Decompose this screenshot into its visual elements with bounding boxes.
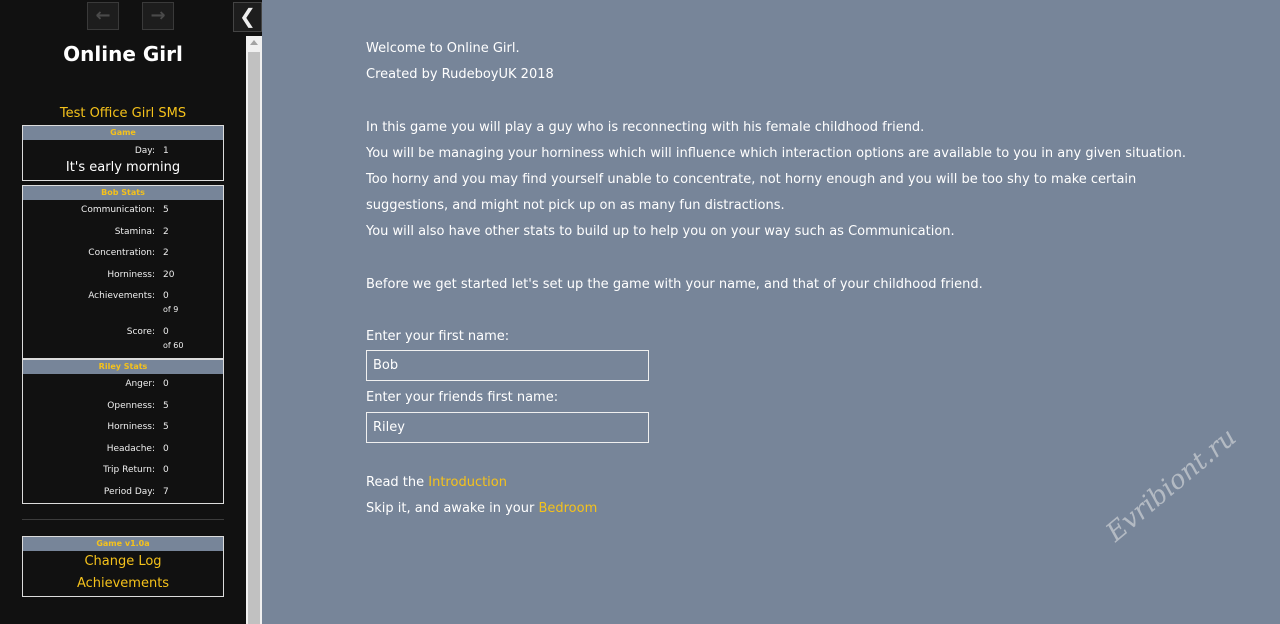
credits-text: Created by RudeboyUK 2018: [366, 67, 554, 83]
stat-label: Stamina:: [114, 226, 155, 237]
score-label: Score:: [126, 327, 155, 337]
stat-label: Period Day:: [103, 486, 155, 497]
intro-paragraph: In this game you will play a guy who is reconnecting with his female childhood friend.: [366, 119, 925, 135]
bedroom-link[interactable]: Bedroom: [538, 500, 598, 516]
stat-row: [23, 460, 223, 482]
stat-label: Horniness:: [107, 269, 155, 280]
introduction-link[interactable]: Introduction: [428, 474, 507, 490]
arrow-left-icon: ←: [95, 5, 111, 26]
stat-label: Headache:: [106, 443, 155, 454]
first-name-label: Enter your first name:: [366, 329, 510, 345]
ui-bar: [0, 0, 262, 624]
spacer: [366, 447, 1186, 470]
skip-intro-line: [366, 496, 1186, 522]
stat-row: [23, 417, 223, 439]
chevron-left-icon: ❮: [239, 4, 256, 28]
time-of-day: It's early morning: [65, 160, 181, 175]
history-forward-button[interactable]: [142, 2, 174, 30]
stat-row: [23, 482, 223, 504]
story-title: Online Girl: [63, 42, 183, 66]
skip-intro-prefix: Skip it, and awake in your: [366, 500, 539, 516]
arrow-right-icon: →: [150, 5, 166, 26]
score-total: of 60: [163, 341, 184, 350]
history-back-button[interactable]: [87, 2, 119, 30]
watermark: Evribiont.ru: [1100, 422, 1243, 548]
friend-name-label: Enter your friends first name:: [366, 390, 559, 406]
achievements-total: of 9: [163, 305, 179, 314]
riley-stats-panel: [22, 359, 224, 504]
stat-value: 7: [163, 486, 169, 497]
stat-label: Trip Return:: [103, 465, 155, 475]
setup-text: Before we get started let's set up the game with your name, and that of your childhood friend.: [366, 276, 983, 292]
ui-bar-body: [0, 0, 246, 624]
stat-value: 0: [163, 443, 169, 454]
day-label: Day:: [134, 146, 155, 156]
stat-value: 2: [163, 226, 169, 237]
passage: [366, 36, 1186, 522]
scroll-up-arrow-icon[interactable]: [250, 40, 258, 45]
achievements-row: [23, 286, 223, 322]
sidebar-scrollbar[interactable]: [246, 36, 262, 624]
intro-paragraph: You will be managing your horniness which will influence which interaction options are available to you in any given situation. Too horny and you may find yourself unable to concentrate, not horny enough and you will be too shy to make certain suggestions, and might not pick up on as many fun distractions.: [366, 145, 1186, 214]
stat-label: Communication:: [81, 205, 155, 215]
achievements-link[interactable]: Achievements: [76, 576, 170, 591]
stat-value: 0: [163, 465, 169, 475]
stat-row: [23, 222, 223, 244]
read-intro-prefix: Read the: [366, 474, 429, 490]
stat-row: [23, 265, 223, 287]
stat-row: [23, 439, 223, 461]
spacer: [366, 246, 1186, 272]
bob-stats-panel: [22, 185, 224, 359]
stat-label: Anger:: [125, 379, 155, 389]
scrollbar-thumb[interactable]: [248, 52, 260, 624]
game-panel-header: Game: [23, 126, 223, 140]
stat-value: 5: [163, 422, 169, 432]
bob-stats-header: Bob Stats: [23, 186, 223, 200]
stat-label: Concentration:: [88, 248, 155, 258]
achievements-value: 0: [163, 291, 169, 301]
ui-bar-toggle-button[interactable]: [233, 2, 262, 32]
day-value: 1: [163, 146, 169, 156]
score-row: [23, 322, 223, 358]
stat-label: Openness:: [107, 400, 155, 411]
stat-value: 2: [163, 248, 169, 258]
welcome-text: Welcome to Online Girl.: [366, 41, 520, 56]
stat-value: 5: [163, 400, 169, 411]
friend-name-input[interactable]: Riley: [366, 412, 649, 443]
game-panel: [22, 125, 224, 181]
first-name-input[interactable]: Bob: [366, 350, 649, 381]
stat-row: [23, 200, 223, 222]
version-panel: [22, 536, 224, 597]
day-row: [23, 140, 223, 157]
read-intro-line: [366, 470, 1186, 496]
spacer: [366, 88, 1186, 114]
achievements-label: Achievements:: [88, 291, 155, 301]
spacer: [366, 298, 1186, 324]
stat-value: 0: [163, 379, 169, 389]
stat-value: 5: [163, 205, 169, 215]
stat-row: [23, 243, 223, 265]
riley-stats-header: Riley Stats: [23, 360, 223, 374]
stat-row: [23, 374, 223, 396]
change-log-link[interactable]: Change Log: [84, 554, 162, 569]
stat-row: [23, 396, 223, 418]
stat-label: Horniness:: [107, 422, 155, 432]
story-subtitle: Test Office Girl SMS: [59, 106, 187, 121]
score-value: 0: [163, 327, 169, 337]
intro-paragraph: You will also have other stats to build up to help you on your way such as Communication.: [366, 224, 955, 240]
sidebar-divider: [22, 519, 224, 520]
stat-value: 20: [163, 269, 175, 280]
version-header: Game v1.0a: [23, 537, 223, 551]
